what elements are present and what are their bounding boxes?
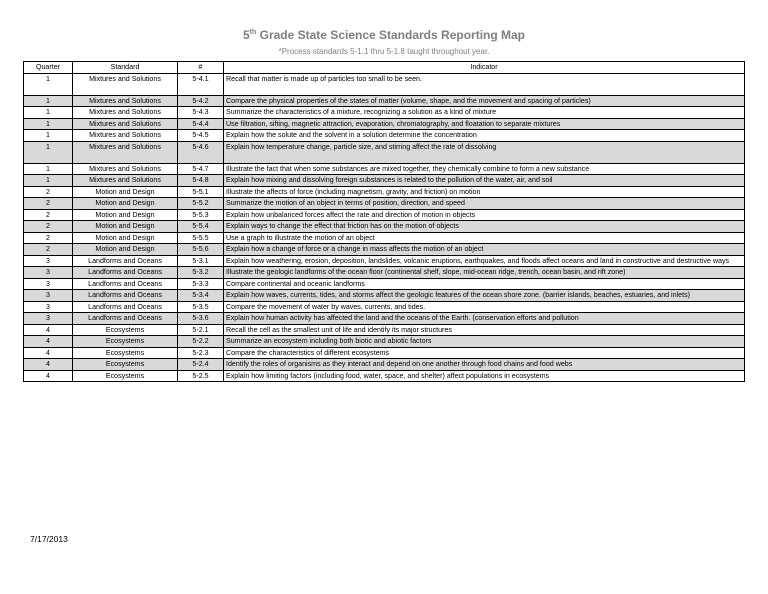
indicator-cell: Explain how a change of force or a change in mass affects the motion of an object	[224, 244, 745, 256]
table-row	[24, 163, 745, 175]
table-body	[24, 73, 745, 382]
number-cell: 5-4.7	[178, 163, 224, 175]
quarter-cell: 1	[24, 163, 73, 175]
indicator-cell: Illustrate the geologic landforms of the ocean floor (continental shelf, slope, mid-ocean ridge, trench, ocean basin, and rift zone)	[224, 267, 745, 279]
number-cell: 5-4.1	[178, 73, 224, 95]
indicator-cell: Use a graph to illustrate the motion of an object	[224, 232, 745, 244]
header-quarter: Quarter	[24, 62, 73, 74]
standard-cell: Mixtures and Solutions	[73, 107, 178, 119]
quarter-cell: 2	[24, 186, 73, 198]
standard-cell: Motion and Design	[73, 221, 178, 233]
quarter-cell: 4	[24, 347, 73, 359]
indicator-cell: Identify the roles of organisms as they interact and depend on one another through food chains and food webs	[224, 359, 745, 371]
number-cell: 5-5.4	[178, 221, 224, 233]
quarter-cell: 2	[24, 232, 73, 244]
standard-cell: Mixtures and Solutions	[73, 73, 178, 95]
quarter-cell: 1	[24, 175, 73, 187]
standard-cell: Mixtures and Solutions	[73, 118, 178, 130]
indicator-cell: Compare the movement of water by waves, currents, and tides.	[224, 301, 745, 313]
number-cell: 5-2.4	[178, 359, 224, 371]
quarter-cell: 1	[24, 95, 73, 107]
indicator-cell: Explain how the solute and the solvent in a solution determine the concentration	[224, 130, 745, 142]
number-cell: 5-4.3	[178, 107, 224, 119]
standard-cell: Mixtures and Solutions	[73, 163, 178, 175]
table-row	[24, 130, 745, 142]
page-title	[0, 28, 768, 42]
standard-cell: Ecosystems	[73, 324, 178, 336]
table-row	[24, 95, 745, 107]
indicator-cell: Explain how mixing and dissolving foreign substances is related to the pollution of the water, air, and soil	[224, 175, 745, 187]
title-grade: 5	[242, 28, 250, 42]
number-cell: 5-4.8	[178, 175, 224, 187]
standard-cell: Ecosystems	[73, 370, 178, 382]
table-row	[24, 313, 745, 325]
standard-cell: Ecosystems	[73, 359, 178, 371]
quarter-cell: 3	[24, 255, 73, 267]
number-cell: 5-4.5	[178, 130, 224, 142]
quarter-cell: 2	[24, 244, 73, 256]
number-cell: 5-4.2	[178, 95, 224, 107]
quarter-cell: 4	[24, 336, 73, 348]
standard-cell: Motion and Design	[73, 198, 178, 210]
standard-cell: Motion and Design	[73, 244, 178, 256]
table-row	[24, 267, 745, 279]
document-date: 7/17/2013	[30, 534, 68, 544]
number-cell: 5-2.5	[178, 370, 224, 382]
standard-cell: Mixtures and Solutions	[73, 175, 178, 187]
indicator-cell: Compare the characteristics of different ecosystems	[224, 347, 745, 359]
page-subtitle: *Process standards 5-1.1 thru 5-1.8 taught throughout year.	[278, 47, 490, 56]
quarter-cell: 1	[24, 73, 73, 95]
standard-cell: Motion and Design	[73, 186, 178, 198]
indicator-cell: Explain how unbalanced forces affect the rate and direction of motion in objects	[224, 209, 745, 221]
indicator-cell: Explain ways to change the effect that friction has on the motion of objects	[224, 221, 745, 233]
table-row	[24, 336, 745, 348]
indicator-cell: Recall that matter is made up of particles too small to be seen.	[224, 73, 745, 95]
number-cell: 5-2.1	[178, 324, 224, 336]
table-row	[24, 186, 745, 198]
title-text: Grade State Science Standards Reporting Map	[256, 28, 526, 42]
number-cell: 5-3.1	[178, 255, 224, 267]
number-cell: 5-5.2	[178, 198, 224, 210]
table-row	[24, 347, 745, 359]
number-cell: 5-3.4	[178, 290, 224, 302]
number-cell: 5-5.6	[178, 244, 224, 256]
indicator-cell: Compare the physical properties of the states of matter (volume, shape, and the movement and spacing of particles)	[224, 95, 745, 107]
table-row	[24, 278, 745, 290]
number-cell: 5-3.3	[178, 278, 224, 290]
number-cell: 5-4.6	[178, 141, 224, 163]
table-row	[24, 232, 745, 244]
table-row	[24, 118, 745, 130]
table-row	[24, 359, 745, 371]
number-cell: 5-5.3	[178, 209, 224, 221]
indicator-cell: Illustrate the fact that when some substances are mixed together, they chemically combine to form a new substance	[224, 163, 745, 175]
indicator-cell: Explain how weathering, erosion, deposition, landslides, volcanic eruptions, earthquakes, and floods affect oceans and land in constructive and destructive ways	[224, 255, 745, 267]
quarter-cell: 3	[24, 267, 73, 279]
quarter-cell: 3	[24, 313, 73, 325]
standard-cell: Mixtures and Solutions	[73, 130, 178, 142]
standard-cell: Landforms and Oceans	[73, 290, 178, 302]
indicator-cell: Use filtration, sifting, magnetic attraction, evaporation, chromatography, and floatation to separate mixtures	[224, 118, 745, 130]
table-row	[24, 290, 745, 302]
table-row	[24, 198, 745, 210]
standard-cell: Mixtures and Solutions	[73, 95, 178, 107]
quarter-cell: 2	[24, 198, 73, 210]
number-cell: 5-2.2	[178, 336, 224, 348]
number-cell: 5-3.2	[178, 267, 224, 279]
standard-cell: Ecosystems	[73, 347, 178, 359]
table-row	[24, 221, 745, 233]
standard-cell: Ecosystems	[73, 336, 178, 348]
indicator-cell: Illustrate the affects of force (including magnetism, gravity, and friction) on motion	[224, 186, 745, 198]
title-superscript: th	[249, 29, 257, 36]
standard-cell: Landforms and Oceans	[73, 313, 178, 325]
number-cell: 5-3.6	[178, 313, 224, 325]
standard-cell: Landforms and Oceans	[73, 267, 178, 279]
quarter-cell: 3	[24, 278, 73, 290]
standards-table	[23, 61, 745, 382]
header-indicator: Indicator	[224, 62, 745, 74]
table-row	[24, 255, 745, 267]
number-cell: 5-2.3	[178, 347, 224, 359]
table-row	[24, 209, 745, 221]
quarter-cell: 4	[24, 370, 73, 382]
indicator-cell: Explain how limiting factors (including food, water, space, and shelter) affect populations in ecosystems	[224, 370, 745, 382]
quarter-cell: 3	[24, 301, 73, 313]
table-header-row	[24, 62, 745, 74]
standard-cell: Mixtures and Solutions	[73, 141, 178, 163]
indicator-cell: Recall the cell as the smallest unit of life and identify its major structures	[224, 324, 745, 336]
number-cell: 5-4.4	[178, 118, 224, 130]
quarter-cell: 2	[24, 209, 73, 221]
indicator-cell: Summarize an ecosystem including both biotic and abiotic factors	[224, 336, 745, 348]
number-cell: 5-3.5	[178, 301, 224, 313]
header-number: #	[178, 62, 224, 74]
standard-cell: Landforms and Oceans	[73, 301, 178, 313]
quarter-cell: 1	[24, 141, 73, 163]
standard-cell: Landforms and Oceans	[73, 278, 178, 290]
quarter-cell: 1	[24, 118, 73, 130]
table-row	[24, 370, 745, 382]
quarter-cell: 4	[24, 324, 73, 336]
quarter-cell: 1	[24, 107, 73, 119]
header-standard: Standard	[73, 62, 178, 74]
quarter-cell: 2	[24, 221, 73, 233]
number-cell: 5-5.1	[178, 186, 224, 198]
indicator-cell: Explain how waves, currents, tides, and storms affect the geologic features of the ocean shore zone. (barrier islands, beaches, estuaries, and inlets)	[224, 290, 745, 302]
indicator-cell: Summarize the characteristics of a mixture, recognizing a solution as a kind of mixture	[224, 107, 745, 119]
table-row	[24, 73, 745, 95]
indicator-cell: Explain how human activity has affected the land and the oceans of the Earth. (conservation efforts and pollution	[224, 313, 745, 325]
table-row	[24, 141, 745, 163]
standard-cell: Motion and Design	[73, 232, 178, 244]
indicator-cell: Summarize the motion of an object in terms of position, direction, and speed	[224, 198, 745, 210]
table-row	[24, 244, 745, 256]
number-cell: 5-5.5	[178, 232, 224, 244]
table-row	[24, 107, 745, 119]
standard-cell: Landforms and Oceans	[73, 255, 178, 267]
table-row	[24, 175, 745, 187]
quarter-cell: 4	[24, 359, 73, 371]
indicator-cell: Explain how temperature change, particle size, and stirring affect the rate of dissolving	[224, 141, 745, 163]
indicator-cell: Compare continental and oceanic landforms	[224, 278, 745, 290]
table-row	[24, 301, 745, 313]
standard-cell: Motion and Design	[73, 209, 178, 221]
table-row	[24, 324, 745, 336]
quarter-cell: 1	[24, 130, 73, 142]
quarter-cell: 3	[24, 290, 73, 302]
